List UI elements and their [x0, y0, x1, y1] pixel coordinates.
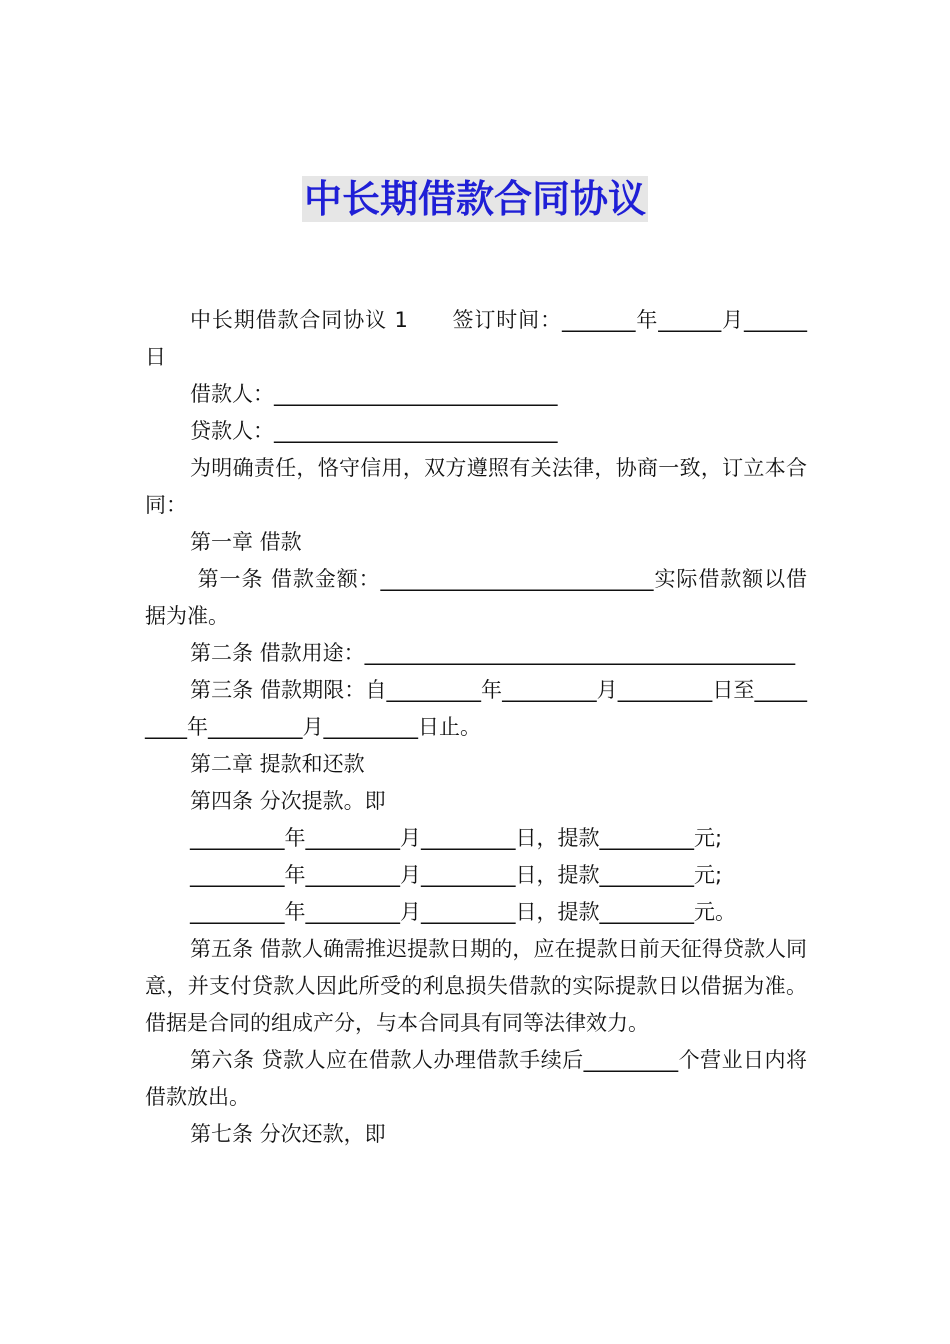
paragraph-lender: 贷款人：___________________________	[190, 419, 558, 443]
article-paragraph: 第五条 借款人确需推迟提款日期的，应在提款日前天征得贷款人同意，并支付贷款人因此所受的利息损失借款的实际提款日以借据为准。借据是合同的组成产分，与本合同具有同等法律效力。	[145, 937, 807, 1035]
document-body	[145, 302, 807, 1153]
title-container	[0, 176, 950, 222]
withdrawal-line: _________年_________月_________日，提款_________元;	[190, 826, 723, 850]
paragraph-preamble: 为明确责任，恪守信用，双方遵照有关法律，协商一致，订立本合同：	[145, 456, 807, 517]
paragraph-borrower: 借款人：___________________________	[190, 382, 558, 406]
article-paragraph: 第四条 分次提款。即	[190, 789, 386, 813]
withdrawal-line: _________年_________月_________日，提款_________元。	[190, 900, 736, 924]
article-paragraph: 第三条 借款期限：自_________年_________月_________日至_________年_________月_________日止。	[145, 678, 807, 739]
article-paragraph: 第七条 分次还款，即	[190, 1122, 386, 1146]
chapter-heading: 第一章 借款	[190, 530, 302, 554]
article-paragraph: 第一条 借款金额：__________________________实际借款额以借据为准。	[145, 567, 807, 628]
chapter-heading: 第二章 提款和还款	[190, 752, 365, 776]
article-paragraph: 第二条 借款用途：_________________________________________	[190, 641, 796, 665]
document-title: 中长期借款合同协议	[303, 177, 646, 221]
paragraph-header-line: 中长期借款合同协议 1 签订时间：_______年______月______日	[145, 308, 807, 369]
article-paragraph: 第六条 贷款人应在借款人办理借款手续后_________个营业日内将借款放出。	[145, 1048, 807, 1109]
withdrawal-line: _________年_________月_________日，提款_________元;	[190, 863, 723, 887]
